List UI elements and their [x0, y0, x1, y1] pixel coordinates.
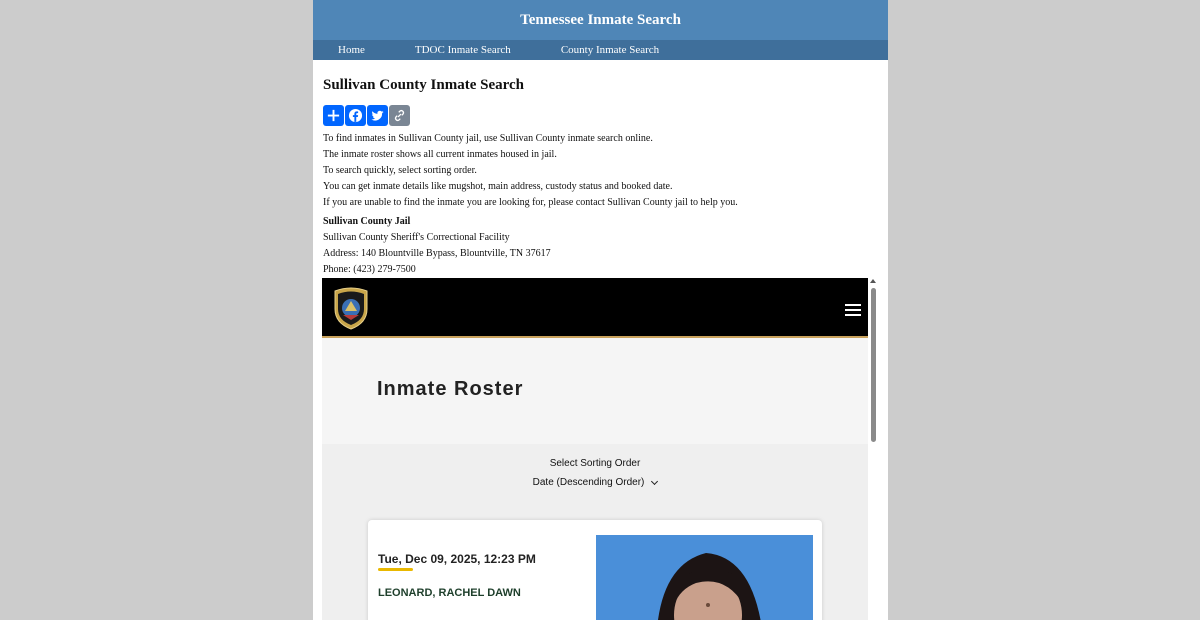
scrollbar-thumb[interactable]: [871, 288, 876, 442]
sort-label: Select Sorting Order: [549, 458, 641, 469]
page-container: [313, 0, 888, 620]
jail-phone: Phone: (423) 279-7500: [323, 264, 416, 275]
chevron-down-icon: [651, 477, 658, 484]
sheriff-badge-logo: [333, 287, 369, 336]
nav-bar: [313, 40, 888, 60]
jail-name: Sullivan County Jail: [323, 216, 411, 227]
inmate-booking-date: Tue, Dec 09, 2025, 12:23 PM: [378, 552, 536, 566]
jail-info: [323, 214, 878, 278]
main-content: [313, 77, 888, 278]
sort-area: [322, 444, 868, 490]
roster-embed-frame[interactable]: [322, 278, 868, 620]
site-title[interactable]: Tennessee Inmate Search: [520, 11, 681, 28]
inmate-mugshot[interactable]: [596, 535, 813, 620]
sort-selected-value: Date (Descending Order): [532, 477, 645, 488]
intro-text: [323, 131, 878, 211]
site-header: [313, 0, 888, 40]
facebook-icon: [348, 108, 363, 123]
share-facebook-button[interactable]: [345, 105, 366, 126]
page-heading: Sullivan County Inmate Search: [323, 77, 525, 93]
copy-link-icon: [392, 108, 407, 123]
embed-scrollbar[interactable]: [868, 278, 878, 620]
roster-title: Inmate Roster: [377, 378, 524, 400]
plus-icon: [326, 108, 341, 123]
intro-line: You can get inmate details like mugshot, main address, custody status and booked date.: [323, 181, 673, 192]
nav-home[interactable]: Home: [338, 44, 365, 56]
inmate-name[interactable]: LEONARD, RACHEL DAWN: [378, 587, 521, 599]
twitter-icon: [370, 108, 385, 123]
jail-facility: Sullivan County Sheriff's Correctional Facility: [323, 232, 510, 243]
scroll-up-arrow-icon[interactable]: [870, 279, 876, 283]
roster-banner: [322, 338, 868, 444]
date-underline: [378, 568, 413, 571]
intro-line: The inmate roster shows all current inmates housed in jail.: [323, 149, 557, 160]
sort-order-select[interactable]: [533, 477, 658, 488]
menu-icon[interactable]: [845, 304, 861, 316]
share-copy-link-button[interactable]: [389, 105, 410, 126]
embed-header: [322, 278, 868, 338]
share-twitter-button[interactable]: [367, 105, 388, 126]
nav-county-inmate-search[interactable]: County Inmate Search: [560, 44, 660, 56]
share-buttons: [323, 105, 878, 126]
nav-tdoc-inmate-search[interactable]: TDOC Inmate Search: [414, 44, 511, 56]
intro-line: To find inmates in Sullivan County jail, use Sullivan County inmate search online.: [323, 133, 653, 144]
intro-line: To search quickly, select sorting order.: [323, 165, 477, 176]
intro-line: If you are unable to find the inmate you are looking for, please contact Sullivan County jail to help you.: [323, 197, 738, 208]
share-plus-button[interactable]: [323, 105, 344, 126]
inmate-card[interactable]: [368, 520, 822, 620]
jail-address: Address: 140 Blountville Bypass, Blountville, TN 37617: [323, 248, 551, 259]
